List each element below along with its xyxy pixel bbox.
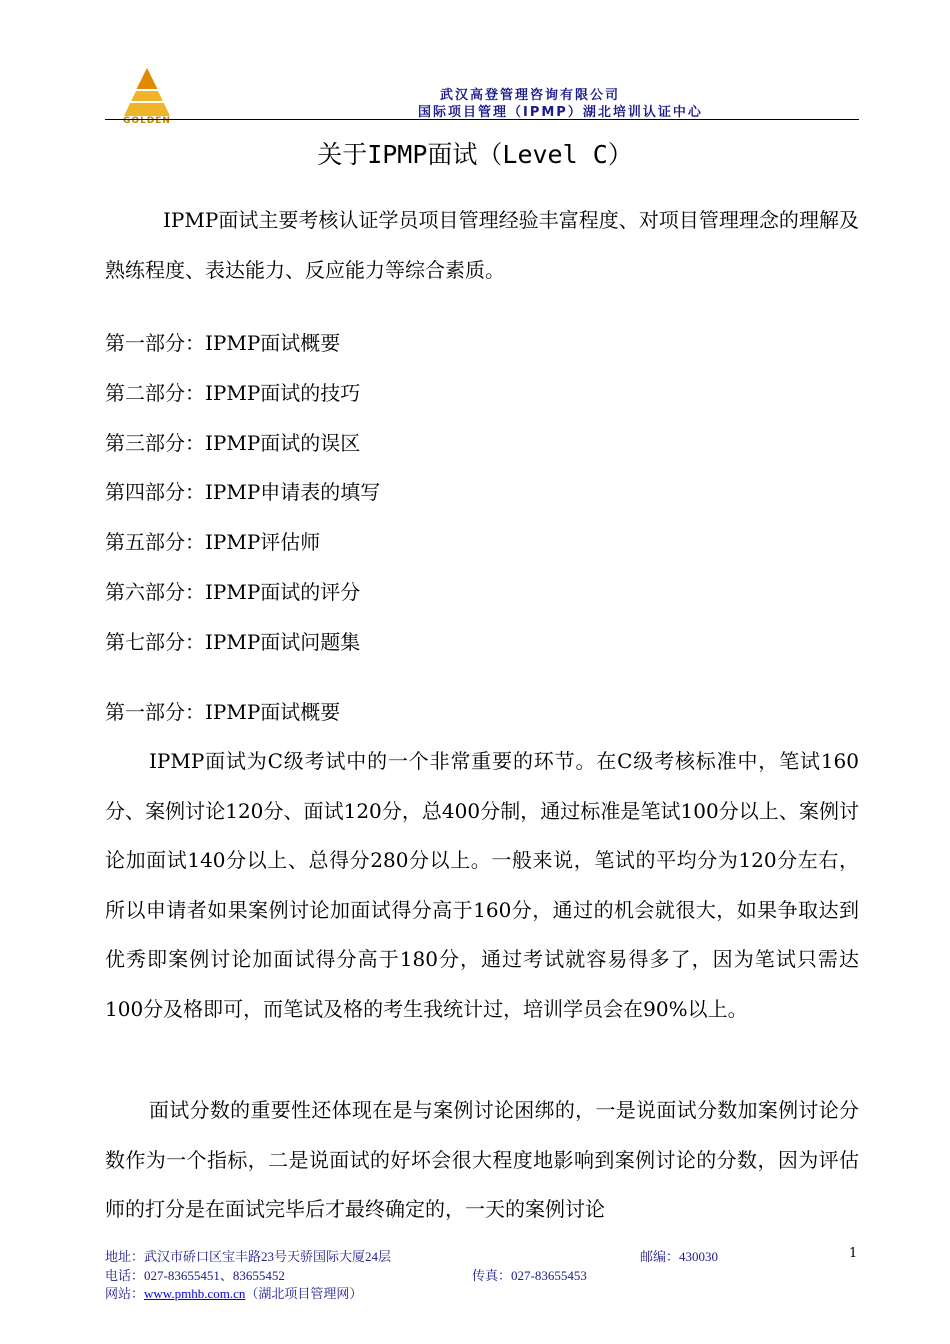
footer-website bbox=[105, 1283, 362, 1302]
intro-paragraph: IPMP面试主要考核认证学员项目管理经验丰富程度、对项目管理理念的理解及熟练程度、表达能力、反应能力等综合素质。 bbox=[105, 208, 859, 282]
toc-item: 第七部分：IPMP面试问题集 bbox=[105, 629, 361, 654]
website-link[interactable]: www.pmhb.com.cn bbox=[144, 1286, 246, 1301]
company-name: 武汉高登管理咨询有限公司 bbox=[440, 88, 621, 103]
document-title: 关于IPMP面试（Level C） bbox=[317, 140, 633, 169]
page-number: 1 bbox=[849, 1246, 858, 1261]
table-of-contents bbox=[105, 319, 380, 668]
footer-address: 地址：武汉市硚口区宝丰路23号天骄国际大厦24层 bbox=[105, 1249, 392, 1264]
website-label: 网站： bbox=[105, 1286, 145, 1301]
toc-item: 第四部分：IPMP申请表的填写 bbox=[105, 480, 381, 505]
toc-item: 第六部分：IPMP面试的评分 bbox=[105, 579, 361, 604]
toc-item: 第二部分：IPMP面试的技巧 bbox=[105, 380, 361, 405]
toc-item: 第五部分：IPMP评估师 bbox=[105, 530, 321, 555]
footer-fax: 传真：027-83655453 bbox=[472, 1268, 587, 1283]
header-divider bbox=[105, 119, 859, 120]
section-heading: 第一部分：IPMP面试概要 bbox=[105, 700, 341, 724]
logo-wordmark: GOLDEN bbox=[123, 116, 171, 126]
body-paragraph: IPMP面试为C级考试中的一个非常重要的环节。在C级考核标准中，笔试160分、案例讨论120分、面试120分，总400分制，通过标准是笔试100分以上、案例讨论加面试140分以上、总得分280分以上。一般来说，笔试的平均分为120分左右，所以申请者如果案例讨论加面试得分高于160分，通过的机会就很大，如果争取达到优秀即案例讨论加面试得分高于180分，通过考试就容易得多了，因为笔试只需达100分及格即可，而笔试及格的考生我统计过，培训学员会在90%以上。 bbox=[105, 749, 859, 1021]
website-note: （湖北项目管理网） bbox=[245, 1286, 363, 1301]
footer-postcode: 邮编：430030 bbox=[640, 1249, 719, 1264]
body-paragraph: 面试分数的重要性还体现在是与案例讨论困绑的，一是说面试分数加案例讨论分数作为一个指标，二是说面试的好坏会很大程度地影响到案例讨论的分数，因为评估师的打分是在面试完毕后才最终确定的，一天的案例讨论 bbox=[105, 1098, 859, 1221]
training-center-name: 国际项目管理（IPMP）湖北培训认证中心 bbox=[418, 105, 703, 120]
toc-item: 第三部分：IPMP面试的误区 bbox=[105, 430, 361, 455]
toc-item: 第一部分：IPMP面试概要 bbox=[105, 331, 341, 355]
footer-phone: 电话：027-83655451、83655452 bbox=[105, 1268, 285, 1283]
